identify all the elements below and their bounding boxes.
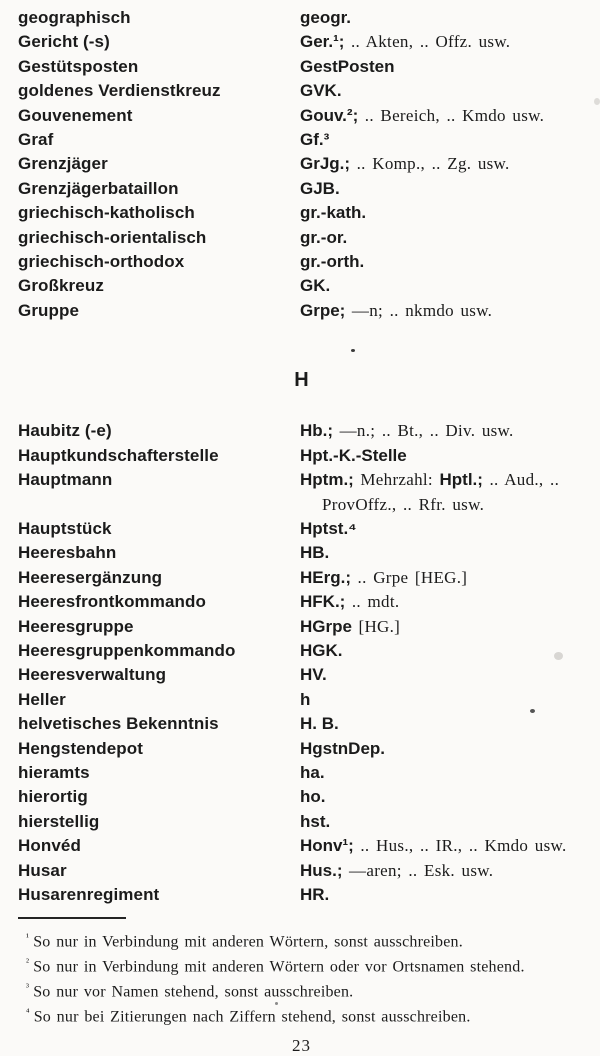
glossary-row [18,785,585,809]
abbr-text [300,128,585,152]
glossary-row [18,615,585,639]
footnote-rule [18,917,126,919]
abbr-text [300,541,585,565]
glossary-row [18,737,585,761]
glossary-row [18,30,585,54]
term-text: Heeresgruppenkommando [18,640,236,660]
glossary-row [18,566,585,590]
abbr-segment: [HG.] [351,616,401,636]
term-text: Gouvenement [18,105,133,125]
abbr-segment: HgstnDep. [300,738,385,758]
abbr-segment: —n; .. nkmdo usw. [345,300,493,320]
glossary-row [18,468,585,517]
glossary-row [18,810,585,834]
footnote-text: So nur in Verbindung mit anderen Wörtern, sonst ausschreiben. [33,933,463,951]
footnote-marker: ¹ [26,932,30,944]
abbr-segment: HErg.; [300,567,351,587]
term-text: Heeresgruppe [18,616,134,636]
abbr-segment: HV. [300,665,327,685]
abbr-segment: .. Grpe [HEG.] [351,567,468,587]
term-text: Hauptstück [18,518,112,538]
abbr-text [300,444,585,468]
term-text: hierstellig [18,811,100,831]
glossary-row [18,761,585,785]
abbr-segment: Gf.³ [300,130,330,150]
abbr-segment: GK. [300,276,331,296]
abbr-text [300,785,585,809]
glossary-row [18,274,585,298]
glossary-row [18,177,585,201]
abbr-text [300,6,585,30]
abbr-text [300,55,585,79]
abbr-text [300,274,585,298]
abbr-segment: .. mdt. [345,592,400,612]
glossary-row [18,590,585,614]
glossary-row [18,663,585,687]
footnotes [18,928,585,1027]
abbr-segment: Hb.; [300,421,334,441]
abbr-text [300,250,585,274]
term-text: Gestütsposten [18,56,139,76]
glossary-row [18,517,585,541]
abbr-text [300,177,585,201]
abbr-segment: Honv¹; [300,836,354,856]
abbr-segment: —aren; .. Esk. usw. [342,860,494,880]
abbr-text [300,859,585,883]
abbr-text [300,639,585,663]
glossary-row [18,859,585,883]
footnote-marker: ² [26,957,30,969]
term-text: griechisch-orientalisch [18,227,207,247]
abbr-segment: .. Hus., .. IR., .. Kmdo usw. [353,836,567,856]
abbr-text [300,834,585,858]
footnote-text: So nur bei Zitierungen nach Ziffern stehend, sonst ausschreiben. [33,1008,471,1026]
term-text: Haubitz (-e) [18,421,112,441]
abbr-segment: Mehrzahl: [353,470,440,490]
abbr-segment: .. Komp., .. Zg. usw. [350,154,510,174]
glossary-row [18,55,585,79]
term-text: hierortig [18,787,88,807]
term-text: Husar [18,860,67,880]
abbr-text [300,152,585,176]
footnote-text: So nur vor Namen stehend, sonst ausschreiben. [33,983,354,1001]
footnote-marker: ⁴ [26,1006,30,1018]
abbr-segment: gr.-orth. [300,252,365,272]
abbr-text [300,226,585,250]
glossary-row [18,299,585,323]
abbr-segment: Gouv.²; [300,105,359,125]
term-text: Heller [18,689,66,709]
glossary-row [18,883,585,907]
abbr-text [300,201,585,225]
glossary-row [18,541,585,565]
abbr-segment: ha. [300,762,325,782]
abbr-segment: ho. [300,787,326,807]
abbr-text [300,468,585,517]
abbr-segment: Ger.¹; [300,32,345,52]
abbr-text [300,712,585,736]
term-text: Hauptkundschafterstelle [18,445,219,465]
footnote [18,1003,585,1028]
term-text: Großkreuz [18,276,104,296]
term-text: Heeresergänzung [18,567,163,587]
glossary-row [18,250,585,274]
glossary-row [18,201,585,225]
abbr-text [300,737,585,761]
footnote [18,928,585,953]
abbr-text [300,104,585,128]
term-text: Gruppe [18,300,80,320]
glossary-row [18,712,585,736]
abbr-text [300,299,585,323]
abbr-segment: HGK. [300,640,343,660]
abbr-segment: HB. [300,543,330,563]
abbr-segment: gr.-or. [300,227,348,247]
term-text: helvetisches Bekenntnis [18,714,219,734]
abbr-text [300,810,585,834]
term-text: Honvéd [18,836,81,856]
term-text: Heeresfrontkommando [18,592,206,612]
scan-speck [594,98,600,105]
footnote [18,953,585,978]
abbr-text [300,590,585,614]
abbr-segment: Hus.; [300,860,343,880]
page-number: 23 [292,1035,311,1055]
abbr-segment: Hptl.; [439,470,483,490]
abbr-segment: GJB. [300,178,340,198]
abbr-segment: HR. [300,885,330,904]
glossary-row [18,226,585,250]
term-text: Husarenregiment [18,885,160,904]
abbr-segment: GVK. [300,81,342,101]
abbr-text [300,30,585,54]
abbr-segment: Hpt.-K.-Stelle [300,445,407,465]
glossary-row [18,79,585,103]
glossary-row [18,152,585,176]
section-header: H [294,369,309,392]
abbr-text [300,883,585,907]
abbr-segment: h [300,689,311,709]
abbr-segment: .. Bereich, .. Kmdo usw. [358,105,545,125]
term-text: Hauptmann [18,470,113,490]
term-text: Grenzjägerbataillon [18,178,179,198]
abbr-segment: Hptm.; [300,470,354,490]
glossary-row [18,639,585,663]
abbr-text [300,566,585,590]
abbr-segment: gr.-kath. [300,203,367,223]
abbr-segment: Grpe; [300,300,346,320]
footnote-text: So nur in Verbindung mit anderen Wörtern oder vor Ortsnamen stehend. [33,958,525,976]
glossary-row [18,419,585,443]
abbr-segment: geogr. [300,8,352,27]
abbr-segment: hst. [300,811,331,831]
footnote [18,978,585,1003]
term-text: Gericht (-s) [18,32,110,52]
term-text: geographisch [18,8,131,27]
glossary-row [18,6,585,30]
glossary-row [18,444,585,468]
abbr-segment: GrJg.; [300,154,351,174]
term-text: goldenes Verdienstkreuz [18,81,221,101]
glossary-row [18,128,585,152]
abbr-segment: HGrpe [300,616,352,636]
term-text: Heeresverwaltung [18,665,167,685]
glossary [18,6,585,907]
abbr-text [300,663,585,687]
abbr-text [300,79,585,103]
abbr-segment: H. B. [300,714,339,734]
abbr-text [300,688,585,712]
glossary-row [18,104,585,128]
abbr-text [300,517,585,541]
glossary-row [18,834,585,858]
term-text: Hengstendepot [18,738,144,758]
footnote-marker: ³ [26,982,30,994]
term-text: griechisch-katholisch [18,203,195,223]
abbr-segment: —n.; .. Bt., .. Div. usw. [333,421,514,441]
abbr-segment: GestPosten [300,56,395,76]
glossary-row [18,688,585,712]
abbr-segment: Hptst.⁴ [300,518,357,538]
term-text: griechisch-orthodox [18,252,185,272]
abbr-text [300,419,585,443]
abbr-text [300,615,585,639]
term-text: hieramts [18,762,90,782]
term-text: Heeresbahn [18,543,117,563]
abbr-segment: HFK.; [300,592,346,612]
abbr-text [300,761,585,785]
abbr-segment: .. Aud., .. ProvOffz., .. Rfr. usw. [322,470,560,514]
term-text: Grenzjäger [18,154,108,174]
term-text: Graf [18,130,54,150]
abbr-segment: .. Akten, .. Offz. usw. [344,32,511,52]
